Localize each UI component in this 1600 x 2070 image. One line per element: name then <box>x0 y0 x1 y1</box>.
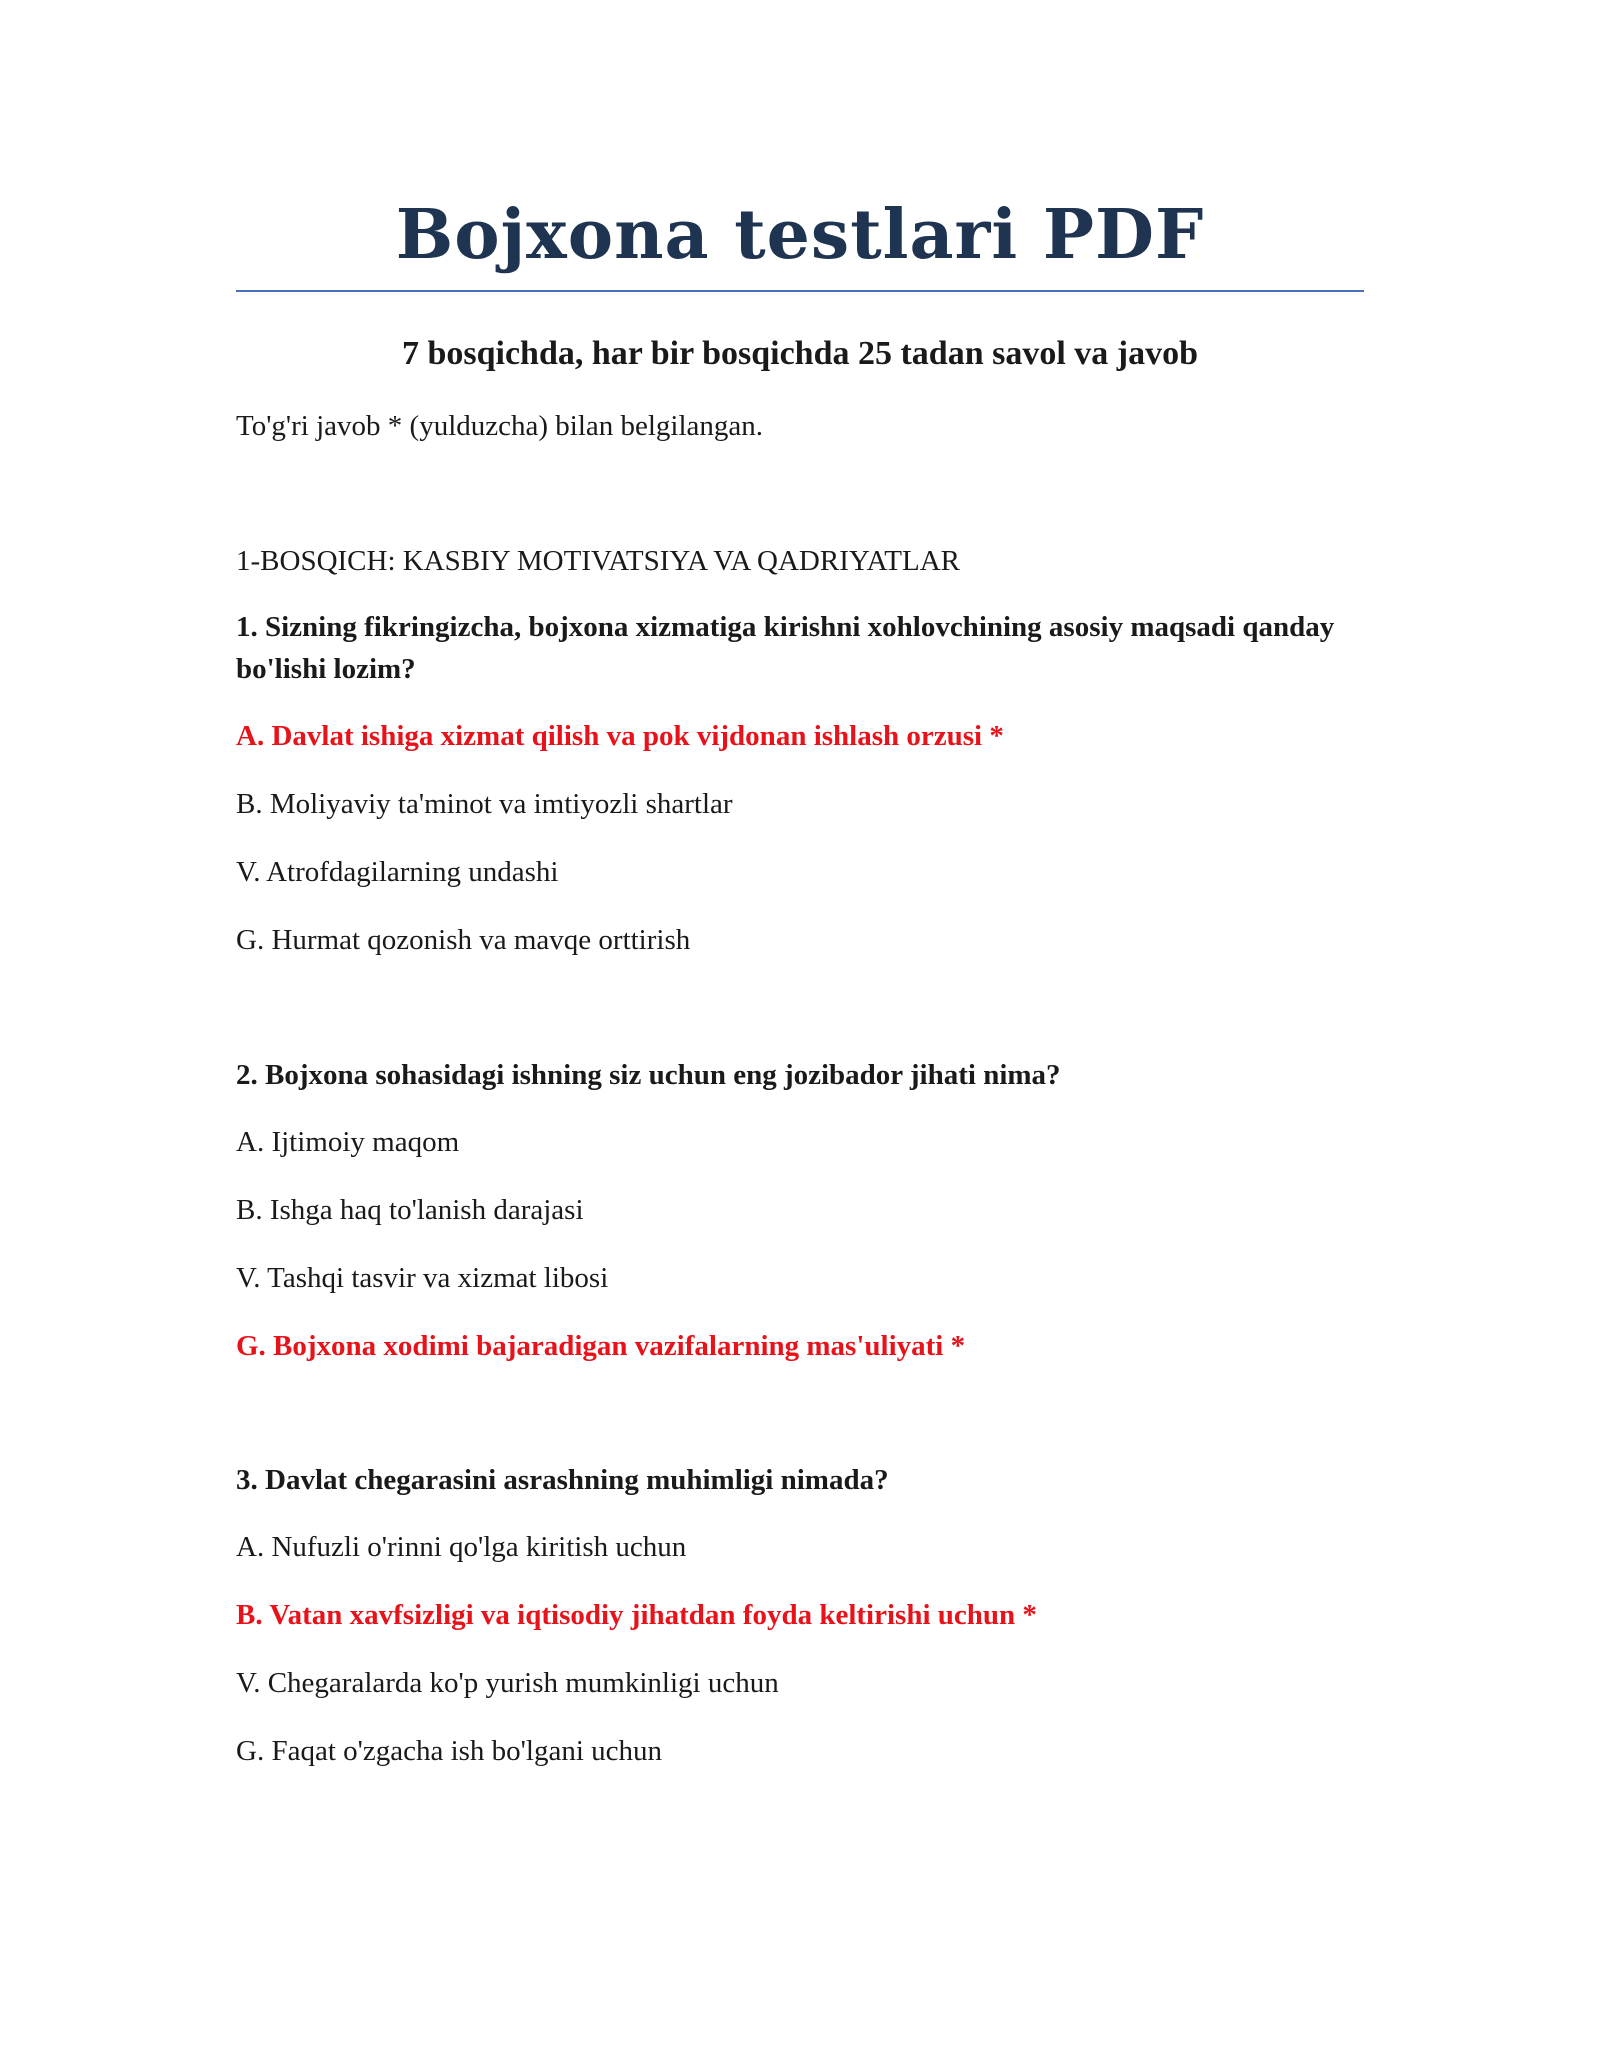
option: B. Ishga haq to'lanish darajasi <box>236 1194 584 1226</box>
question-block-1 <box>236 606 1364 987</box>
option: A. Ijtimoiy maqom <box>236 1126 460 1158</box>
title-divider <box>236 290 1364 292</box>
option: G. Faqat o'zgacha ish bo'lgani uchun <box>236 1735 663 1767</box>
option: G. Hurmat qozonish va mavqe orttirish <box>236 924 691 956</box>
option: A. Nufuzli o'rinni qo'lga kiritish uchun <box>236 1531 687 1563</box>
page-subtitle: 7 bosqichda, har bir bosqichda 25 tadan savol va javob <box>401 335 1199 372</box>
question-text: 1. Sizning fikringizcha, bojxona xizmatiga kirishni xohlovchining asosiy maqsadi qanday bo'lishi lozim? <box>236 611 1335 685</box>
answer-key-note: To'g'ri javob * (yulduzcha) bilan belgilangan. <box>236 410 764 442</box>
page-title: Bojxona testlari PDF <box>395 195 1205 275</box>
option: V. Chegaralarda ko'p yurish mumkinligi uchun <box>236 1667 779 1699</box>
option: V. Tashqi tasvir va xizmat libosi <box>236 1262 609 1294</box>
option-correct: G. Bojxona xodimi bajaradigan vazifalarning mas'uliyati * <box>236 1330 966 1362</box>
question-text: 3. Davlat chegarasini asrashning muhimligi nimada? <box>236 1464 889 1496</box>
option: B. Moliyaviy ta'minot va imtiyozli shartlar <box>236 788 733 820</box>
question-text: 2. Bojxona sohasidagi ishning siz uchun eng jozibador jihati nima? <box>236 1059 1061 1091</box>
option-correct: B. Vatan xavfsizligi va iqtisodiy jihatdan foyda keltirishi uchun * <box>236 1599 1037 1631</box>
section-heading: 1-BOSQICH: KASBIY MOTIVATSIYA VA QADRIYATLAR <box>236 545 961 577</box>
question-block-3 <box>236 1459 1364 1798</box>
option: V. Atrofdagilarning undashi <box>236 856 559 888</box>
option-correct: A. Davlat ishiga xizmat qilish va pok vijdonan ishlash orzusi * <box>236 720 1004 752</box>
document-page <box>236 0 1364 2070</box>
question-block-2 <box>236 1054 1364 1393</box>
